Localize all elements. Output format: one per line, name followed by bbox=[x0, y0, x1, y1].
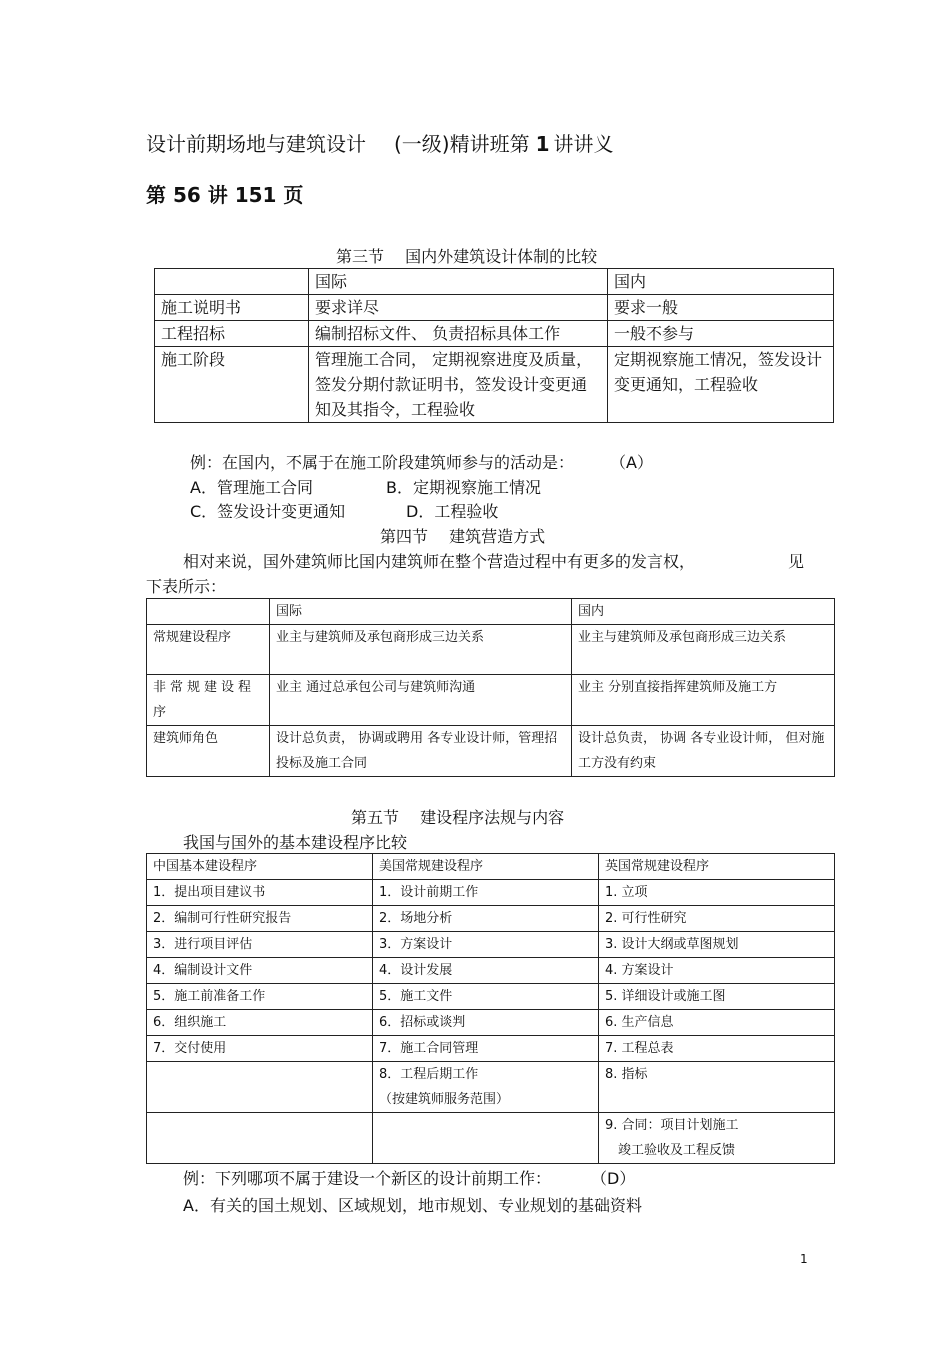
table-row bbox=[147, 625, 835, 675]
table-row bbox=[147, 906, 835, 932]
table-cell: 美国常规建设程序 bbox=[373, 854, 599, 880]
table-cell: 国内 bbox=[572, 599, 835, 625]
section4-intro-line1: 相对来说，国外建筑师比国内建筑师在整个营造过程中有更多的发言权， bbox=[183, 552, 696, 571]
document-title bbox=[146, 128, 614, 157]
table-cell bbox=[373, 1113, 599, 1164]
table-cell: 3．方案设计 bbox=[373, 932, 599, 958]
table-cell: 要求详尽 bbox=[309, 295, 608, 321]
table-cell: 工程招标 bbox=[155, 321, 309, 347]
table-cell: 7．施工合同管理 bbox=[373, 1036, 599, 1062]
example2-question bbox=[183, 1166, 635, 1189]
table-cell: 3. 设计大纲或草图规划 bbox=[599, 932, 835, 958]
table-cell: 6．组织施工 bbox=[147, 1010, 373, 1036]
table-cell: 5. 详细设计或施工图 bbox=[599, 984, 835, 1010]
table-cell: 1．设计前期工作 bbox=[373, 880, 599, 906]
table-cell: 业主与建筑师及承包商形成三边关系 bbox=[270, 625, 572, 675]
table-cell: 常规建设程序 bbox=[147, 625, 270, 675]
table-cell: 管理施工合同， 定期视察进度及质量，签发分期付款证明书，签发设计变更通知及其指令，工程验收 bbox=[309, 347, 608, 423]
table-cell bbox=[155, 269, 309, 295]
table-cell: 业主与建筑师及承包商形成三边关系 bbox=[572, 625, 835, 675]
example1-option-d: D．工程验收 bbox=[406, 502, 499, 521]
table-cell: 一般不参与 bbox=[608, 321, 834, 347]
table-cell: 施工阶段 bbox=[155, 347, 309, 423]
table-row bbox=[147, 1036, 835, 1062]
table-row bbox=[147, 932, 835, 958]
table-cell: 4. 方案设计 bbox=[599, 958, 835, 984]
lecture-line: 第 56 讲 151 页 bbox=[146, 183, 304, 207]
table-row bbox=[147, 958, 835, 984]
section5-table bbox=[146, 853, 835, 1164]
table-row bbox=[147, 675, 835, 726]
table-cell: 4．设计发展 bbox=[373, 958, 599, 984]
table-cell: 6．招标或谈判 bbox=[373, 1010, 599, 1036]
table-cell bbox=[147, 599, 270, 625]
table-cell: 中国基本建设程序 bbox=[147, 854, 373, 880]
table-header-row bbox=[147, 854, 835, 880]
table-cell: 国际 bbox=[309, 269, 608, 295]
section5-subheading: 我国与国外的基本建设程序比较 bbox=[183, 833, 408, 852]
example2-option-a: A．有关的国土规划、区域规划，地市规划、专业规划的基础资料 bbox=[183, 1196, 642, 1215]
table-cell: 国际 bbox=[270, 599, 572, 625]
table-cell: 设计总负责， 协调 各专业设计师， 但对施工方没有约束 bbox=[572, 726, 835, 777]
table-cell: 业主 通过总承包公司与建筑师沟通 bbox=[270, 675, 572, 726]
table-cell: 编制招标文件、 负责招标具体工作 bbox=[309, 321, 608, 347]
table-cell: 定期视察施工情况，签发设计变更通知，工程验收 bbox=[608, 347, 834, 423]
table-cell bbox=[147, 1062, 373, 1113]
table-cell: 4．编制设计文件 bbox=[147, 958, 373, 984]
table-cell: 建筑师角色 bbox=[147, 726, 270, 777]
table-cell: 6. 生产信息 bbox=[599, 1010, 835, 1036]
example1-option-c: C．签发设计变更通知 bbox=[190, 502, 346, 521]
table-cell: 5．施工前准备工作 bbox=[147, 984, 373, 1010]
answer-text: （D） bbox=[591, 1169, 636, 1188]
table-row bbox=[147, 1062, 835, 1113]
table-row bbox=[147, 1113, 835, 1164]
table-cell: 非常规建设程序 bbox=[147, 675, 270, 726]
table-cell: 7．交付使用 bbox=[147, 1036, 373, 1062]
table-row bbox=[147, 1010, 835, 1036]
section4-heading: 第四节 建筑营造方式 bbox=[380, 527, 546, 546]
table-row bbox=[147, 984, 835, 1010]
page-number: 1 bbox=[800, 1252, 808, 1266]
table-cell: 9. 合同：项目计划施工 竣工验收及工程反馈 bbox=[599, 1113, 835, 1164]
table-cell: 8．工程后期工作 （按建筑师服务范围） bbox=[373, 1062, 599, 1113]
example1-question bbox=[190, 450, 653, 473]
title-text-3: 讲讲义 bbox=[553, 132, 614, 156]
question-text: 例：下列哪项不属于建设一个新区的设计前期工作： bbox=[183, 1169, 552, 1188]
table-cell: 业主 分别直接指挥建筑师及施工方 bbox=[572, 675, 835, 726]
table-cell: 要求一般 bbox=[608, 295, 834, 321]
table-cell: 2．编制可行性研究报告 bbox=[147, 906, 373, 932]
table-cell: 英国常规建设程序 bbox=[599, 854, 835, 880]
table-cell: 1．提出项目建议书 bbox=[147, 880, 373, 906]
table-cell: 7. 工程总表 bbox=[599, 1036, 835, 1062]
table-cell bbox=[147, 1113, 373, 1164]
table-row bbox=[155, 321, 834, 347]
table-header-row bbox=[147, 599, 835, 625]
title-text-2: (一级)精讲班第 bbox=[394, 132, 530, 156]
section4-intro-see: 见 bbox=[788, 552, 805, 571]
example1-option-a: A．管理施工合同 bbox=[190, 478, 313, 497]
answer-text: （A） bbox=[610, 453, 653, 472]
table-cell: 施工说明书 bbox=[155, 295, 309, 321]
section3-heading: 第三节 国内外建筑设计体制的比较 bbox=[336, 247, 598, 266]
table-cell: 5．施工文件 bbox=[373, 984, 599, 1010]
section5-heading: 第五节 建设程序法规与内容 bbox=[351, 808, 565, 827]
table-cell: 2．场地分析 bbox=[373, 906, 599, 932]
section3-table bbox=[154, 268, 834, 423]
table-cell: 8. 指标 bbox=[599, 1062, 835, 1113]
table-header-row bbox=[155, 269, 834, 295]
table-cell: 设计总负责， 协调或聘用 各专业设计师，管理招投标及施工合同 bbox=[270, 726, 572, 777]
table-cell: 1. 立项 bbox=[599, 880, 835, 906]
table-row bbox=[155, 295, 834, 321]
question-text: 例：在国内，不属于在施工阶段建筑师参与的活动是： bbox=[190, 453, 575, 472]
table-cell: 2. 可行性研究 bbox=[599, 906, 835, 932]
table-cell: 3．进行项目评估 bbox=[147, 932, 373, 958]
example1-option-b: B．定期视察施工情况 bbox=[386, 478, 541, 497]
table-row bbox=[147, 880, 835, 906]
table-cell: 国内 bbox=[608, 269, 834, 295]
section4-table bbox=[146, 598, 835, 777]
table-row bbox=[147, 726, 835, 777]
table-row bbox=[155, 347, 834, 423]
title-text-1: 设计前期场地与建筑设计 bbox=[146, 132, 366, 156]
section4-intro-line2: 下表所示： bbox=[146, 577, 227, 596]
title-number: 1 bbox=[535, 132, 550, 156]
